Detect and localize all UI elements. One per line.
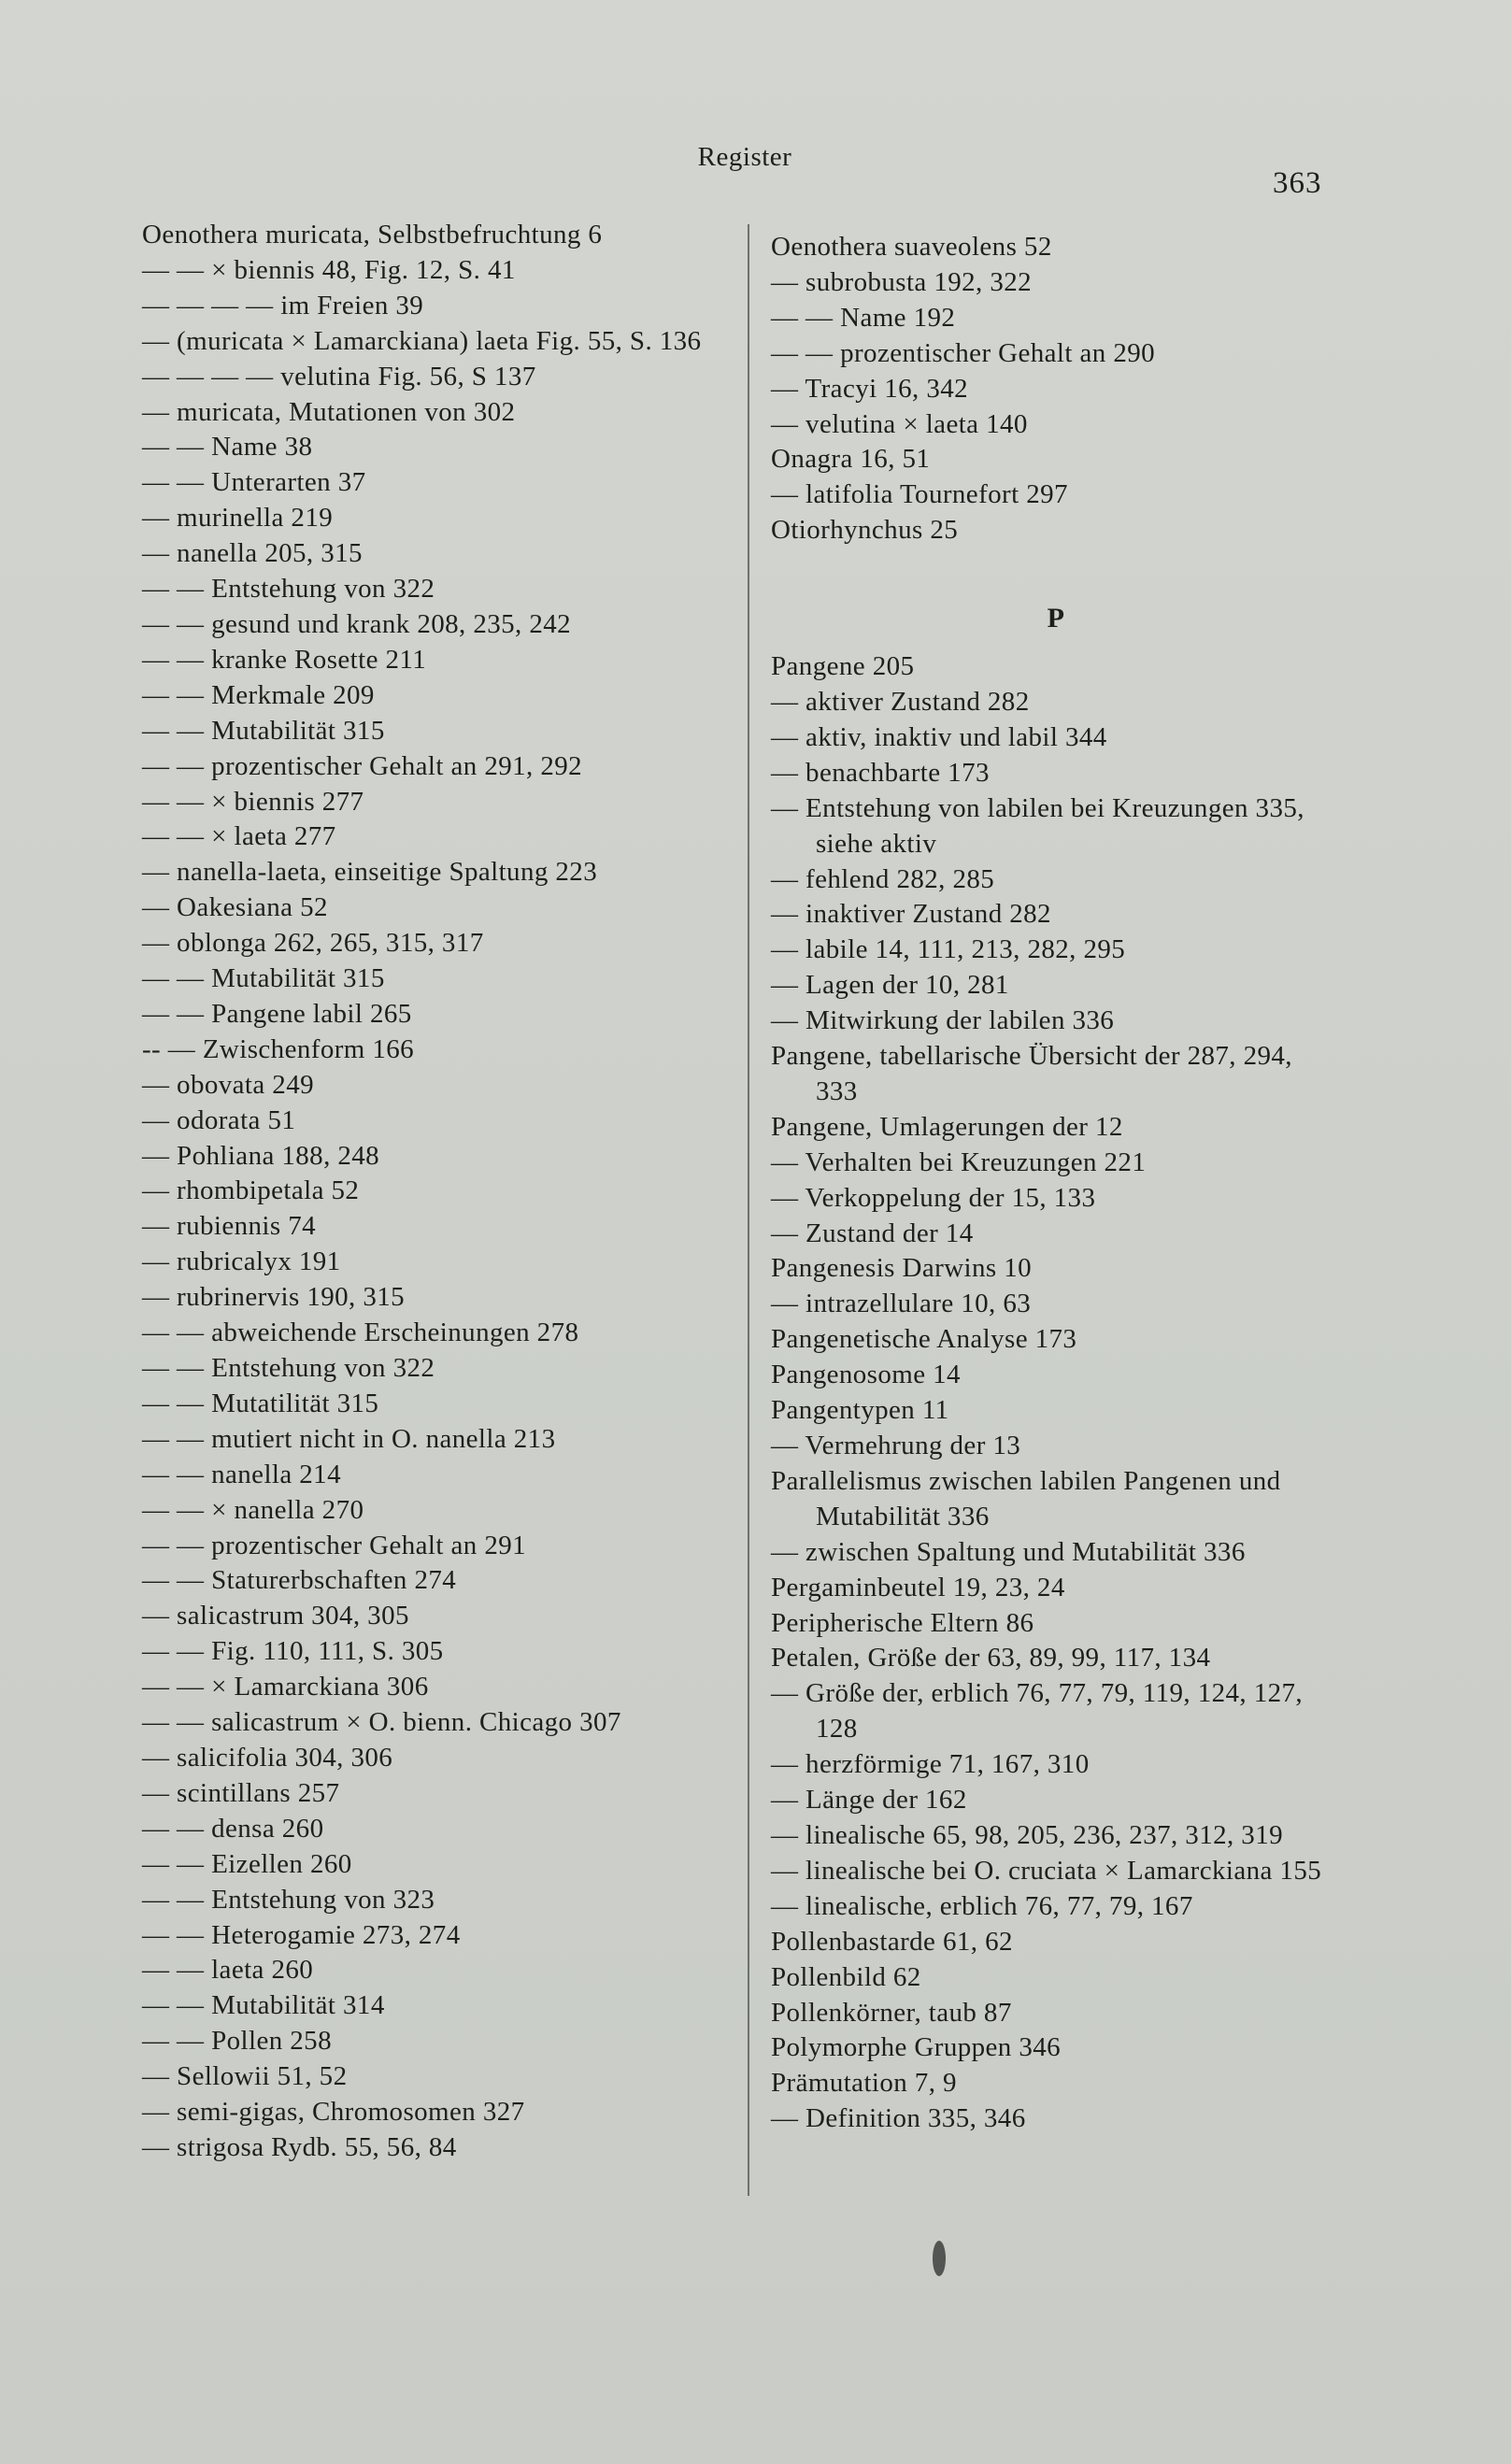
index-entry: — Sellowii 51, 52 (142, 2061, 348, 2092)
index-entry: Parallelismus zwischen labilen Pangenen und Mutabilität 336 (771, 1465, 1281, 1531)
index-group-o (771, 230, 1341, 548)
index-entry: — latifolia Tournefort 297 (771, 479, 1068, 510)
index-entry: — — Mutabilität 315 (142, 715, 385, 746)
index-entry: — Oakesiana 52 (142, 892, 328, 923)
index-entry: Petalen, Größe der 63, 89, 99, 117, 134 (771, 1643, 1211, 1674)
index-entry: Pollenkörner, taub 87 (771, 1997, 1012, 2028)
index-entry: — velutina × laeta 140 (771, 408, 1028, 439)
index-entry: — Lagen der 10, 281 (771, 970, 1009, 1001)
index-entry: — — Unterarten 37 (142, 467, 366, 498)
index-entry: — — densa 260 (142, 1813, 324, 1844)
index-entry: — — Mutatilität 315 (142, 1388, 379, 1418)
index-entry: — Größe der, erblich 76, 77, 79, 119, 124, 127, 128 (771, 1678, 1304, 1745)
index-group-p (771, 649, 1341, 2137)
index-entry: Pollenbild 62 (771, 1961, 921, 1992)
index-entry: — aktiv, inaktiv und labil 344 (771, 721, 1107, 752)
index-entry: Prämutation 7, 9 (771, 2068, 957, 2099)
index-entry: — nanella-laeta, einseitige Spaltung 223 (142, 857, 598, 888)
index-entry: Polymorphe Gruppen 346 (771, 2032, 1062, 2063)
index-entry: — — prozentischer Gehalt an 291 (142, 1530, 527, 1560)
index-entry: — — nanella 214 (142, 1459, 341, 1489)
index-entry: Pangene, tabellarische Übersicht der 287, 294, 333 (771, 1041, 1292, 1106)
index-entry: Pergaminbeutel 19, 23, 24 (771, 1572, 1065, 1602)
running-head: Register (697, 142, 792, 172)
index-entry: — — Pollen 258 (142, 2026, 332, 2057)
index-entry: — rubrinervis 190, 315 (142, 1282, 406, 1313)
index-entry: — — × biennis 277 (142, 786, 364, 817)
index-entry: — Verkoppelung der 15, 133 (771, 1182, 1096, 1213)
index-entry: — semi-gigas, Chromosomen 327 (142, 2097, 525, 2128)
index-entry: — linealische, erblich 76, 77, 79, 167 (771, 1890, 1193, 1921)
index-entry: — — Mutabilität 315 (142, 963, 385, 994)
index-entry: — — Staturerbschaften 274 (142, 1565, 457, 1596)
index-entry: — Pohliana 188, 248 (142, 1140, 380, 1171)
index-entry: — Entstehung von labilen bei Kreuzungen 335, siehe aktiv (771, 792, 1304, 859)
index-entry: — Zustand der 14 (771, 1218, 974, 1248)
index-entry: — — Merkmale 209 (142, 679, 375, 710)
index-entry: Pollenbastarde 61, 62 (771, 1926, 1013, 1957)
index-entry: — — Fig. 110, 111, S. 305 (142, 1636, 444, 1667)
ink-smudge (933, 2241, 946, 2276)
index-entry: — nanella 205, 315 (142, 538, 363, 569)
index-entry: — herzförmige 71, 167, 310 (771, 1749, 1090, 1780)
index-entry: — benachbarte 173 (771, 757, 990, 788)
index-entry: — — mutiert nicht in O. nanella 213 (142, 1423, 556, 1454)
index-entry: — — Pangene labil 265 (142, 998, 412, 1029)
index-entry: Onagra 16, 51 (771, 444, 931, 475)
index-column-left (142, 218, 740, 2166)
index-entry: — — Entstehung von 322 (142, 574, 435, 605)
index-entry: — — prozentischer Gehalt an 291, 292 (142, 750, 583, 781)
index-entry: — inaktiver Zustand 282 (771, 899, 1051, 930)
index-entry: — zwischen Spaltung und Mutabilität 336 (771, 1536, 1246, 1567)
index-entry: — salicifolia 304, 306 (142, 1742, 393, 1773)
index-entry: — linealische bei O. cruciata × Lamarckiana 155 (771, 1855, 1322, 1886)
index-entry: — salicastrum 304, 305 (142, 1601, 409, 1631)
index-entry: — rubricalyx 191 (142, 1246, 341, 1277)
index-entry: — — kranke Rosette 211 (142, 644, 427, 675)
index-entry: — strigosa Rydb. 55, 56, 84 (142, 2131, 457, 2162)
index-entry: — (muricata × Lamarckiana) laeta Fig. 55, S. 136 (142, 325, 702, 356)
index-entry: — — Entstehung von 322 (142, 1353, 435, 1383)
index-entry: Oenothera muricata, Selbstbefruchtung 6 (142, 220, 603, 249)
column-divider (748, 224, 749, 2196)
index-column-right (771, 230, 1341, 2137)
index-entry: -- — Zwischenform 166 (142, 1033, 415, 1064)
index-entry: — — abweichende Erscheinungen 278 (142, 1317, 579, 1348)
index-entry: — rubiennis 74 (142, 1211, 317, 1242)
index-entry: — Verhalten bei Kreuzungen 221 (771, 1147, 1147, 1177)
section-letter: P (1047, 603, 1065, 634)
index-entry: — odorata 51 (142, 1104, 296, 1135)
index-entry: — labile 14, 111, 213, 282, 295 (771, 934, 1126, 965)
index-entry: Pangene, Umlagerungen der 12 (771, 1111, 1123, 1142)
index-entry: — — × biennis 48, Fig. 12, S. 41 (142, 254, 516, 285)
index-entry: — — Name 192 (771, 302, 956, 333)
index-entry: — Tracyi 16, 342 (771, 373, 969, 404)
index-entry: — intrazellulare 10, 63 (771, 1289, 1032, 1319)
index-entry: — — Name 38 (142, 432, 313, 463)
index-entry: — aktiver Zustand 282 (771, 686, 1030, 717)
index-entry: — oblonga 262, 265, 315, 317 (142, 928, 484, 959)
index-entry: — Mitwirkung der labilen 336 (771, 1005, 1115, 1036)
index-entry: Oenothera suaveolens 52 (771, 232, 1052, 262)
index-entry: — — Entstehung von 323 (142, 1884, 435, 1915)
index-entry: — — × nanella 270 (142, 1494, 364, 1525)
index-entry: Otiorhynchus 25 (771, 515, 959, 546)
index-entry: — — — — im Freien 39 (142, 290, 424, 320)
index-entry: — murinella 219 (142, 503, 334, 534)
index-entry: — — gesund und krank 208, 235, 242 (142, 608, 572, 639)
index-entry: Peripherische Eltern 86 (771, 1607, 1034, 1638)
index-entry: — Definition 335, 346 (771, 2103, 1026, 2134)
index-entry: — scintillans 257 (142, 1777, 340, 1808)
index-entry: — subrobusta 192, 322 (771, 266, 1033, 297)
index-entry: Pangenesis Darwins 10 (771, 1253, 1033, 1284)
index-entry: Pangentypen 11 (771, 1395, 949, 1426)
index-entry: — muricata, Mutationen von 302 (142, 396, 516, 427)
index-entry: — — × laeta 277 (142, 821, 336, 852)
index-entry: — fehlend 282, 285 (771, 863, 995, 894)
index-entry: — — — — velutina Fig. 56, S 137 (142, 361, 536, 392)
index-entry: Pangenetische Analyse 173 (771, 1324, 1077, 1355)
index-entry: — — salicastrum × O. bienn. Chicago 307 (142, 1707, 621, 1738)
index-entry: — — laeta 260 (142, 1955, 314, 1986)
index-entry: — Vermehrung der 13 (771, 1431, 1021, 1460)
page-number: 363 (1273, 166, 1322, 200)
index-entry: Pangenosome 14 (771, 1360, 961, 1390)
index-entry: — — Eizellen 260 (142, 1848, 352, 1879)
index-entry: — rhombipetala 52 (142, 1175, 360, 1206)
index-entry: — linealische 65, 98, 205, 236, 237, 312, 319 (771, 1819, 1284, 1850)
index-entry: — Länge der 162 (771, 1785, 967, 1816)
index-entry: — — Mutabilität 314 (142, 1990, 385, 2021)
index-entry: Pangene 205 (771, 651, 915, 682)
index-entry: — — × Lamarckiana 306 (142, 1672, 429, 1702)
index-entry: — — prozentischer Gehalt an 290 (771, 337, 1156, 368)
index-entry: — obovata 249 (142, 1069, 315, 1100)
index-entry: — — Heterogamie 273, 274 (142, 1919, 461, 1950)
